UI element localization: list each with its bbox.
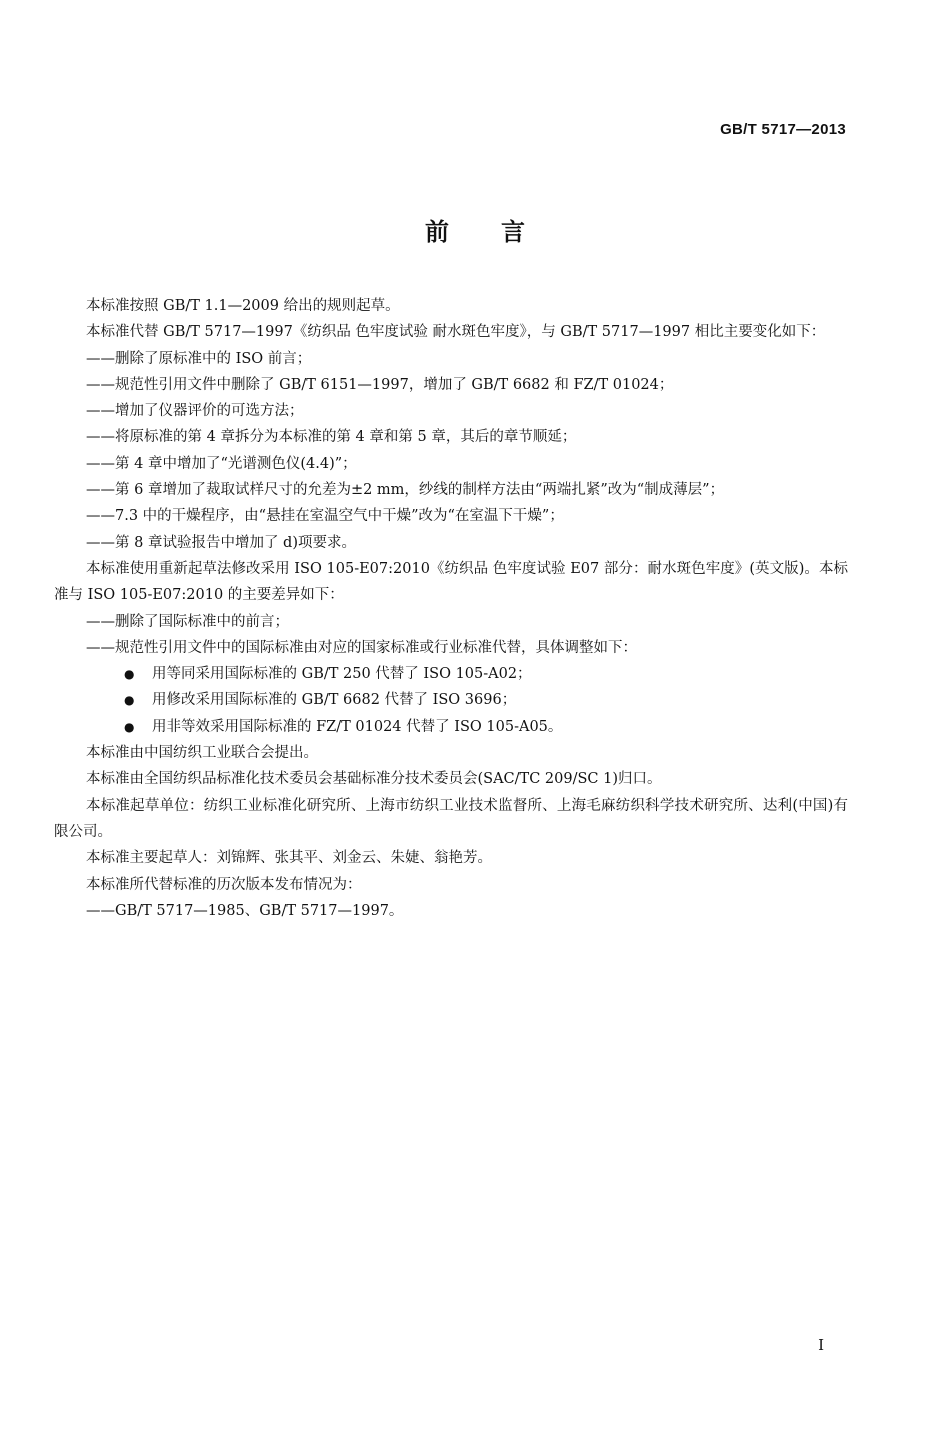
bullet-icon: ●	[124, 693, 135, 708]
list-item: ——规范性引用文件中的国际标准由对应的国家标准或行业标准代替，具体调整如下：	[86, 639, 637, 656]
list-item: ——删除了原标准中的 ISO 前言；	[86, 350, 312, 367]
paragraph: 本标准由全国纺织品标准化技术委员会基础标准分技术委员会(SAC/TC 209/SC 1)归口。	[86, 771, 662, 788]
list-item: ——GB/T 5717—1985、GB/T 5717—1997。	[86, 902, 404, 919]
bullet-text: 用修改采用国际标准的 GB/T 6682 代替了 ISO 3696；	[152, 692, 517, 709]
bullet-icon: ●	[124, 667, 135, 682]
list-item: ——删除了国际标准中的前言；	[86, 613, 289, 630]
list-item: ——规范性引用文件中删除了 GB/T 6151—1997，增加了 GB/T 6682 和 FZ/T 01024；	[86, 376, 674, 393]
bullet-list-item	[54, 714, 848, 740]
paragraph: 本标准由中国纺织工业联合会提出。	[86, 745, 318, 762]
list-item: ——将原标准的第 4 章拆分为本标准的第 4 章和第 5 章，其后的章节顺延；	[86, 429, 577, 446]
paragraph: 本标准代替 GB/T 5717—1997《纺织品 色牢度试验 耐水斑色牢度》，与 GB/T 5717—1997 相比主要变化如下：	[86, 324, 826, 341]
bullet-list-item	[54, 687, 848, 713]
list-item: ——第 6 章增加了裁取试样尺寸的允差为±2 mm，纱线的制样方法由“两端扎紧”改为“制成薄层”；	[86, 482, 725, 499]
page-title: 前言	[425, 218, 577, 246]
list-item: ——7.3 中的干燥程序，由“悬挂在室温空气中干燥”改为“在室温下干燥”；	[86, 508, 564, 525]
paragraph: 本标准起草单位：纺织工业标准化研究所、上海市纺织工业技术监督所、上海毛麻纺织科学技术研究所、达利(中国)有限公司。	[54, 797, 848, 840]
bullet-text: 用等同采用国际标准的 GB/T 250 代替了 ISO 105-A02；	[152, 666, 532, 683]
page-number: I	[818, 1336, 824, 1354]
list-item: ——第 4 章中增加了“光谱测色仪(4.4)”；	[86, 455, 357, 472]
standard-code: GB/T 5717—2013	[720, 121, 846, 138]
bullet-text: 用非等效采用国际标准的 FZ/T 01024 代替了 ISO 105-A05。	[152, 718, 563, 735]
bullet-list-item	[54, 661, 848, 687]
bullet-icon: ●	[124, 719, 135, 734]
list-item: ——第 8 章试验报告中增加了 d)项要求。	[86, 534, 356, 551]
paragraph: 本标准主要起草人：刘锦辉、张其平、刘金云、朱婕、翁艳芳。	[86, 850, 492, 867]
paragraph: 本标准所代替标准的历次版本发布情况为：	[86, 876, 362, 893]
foreword-body	[54, 293, 848, 924]
list-item: ——增加了仪器评价的可选方法；	[86, 403, 304, 420]
paragraph: 本标准使用重新起草法修改采用 ISO 105-E07:2010《纺织品 色牢度试验 E07 部分：耐水斑色牢度》(英文版)。本标准与 ISO 105-E07:2010 的主要差异如下：	[54, 560, 848, 604]
paragraph: 本标准按照 GB/T 1.1—2009 给出的规则起草。	[86, 298, 400, 314]
